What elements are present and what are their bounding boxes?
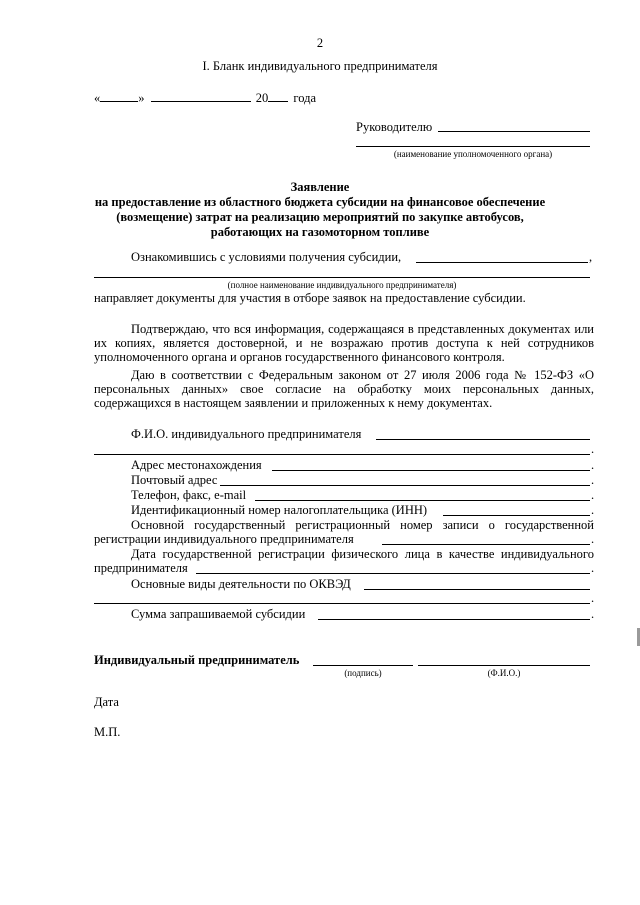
- intro-text: Ознакомившись с условиями получения субсидии,: [131, 250, 402, 264]
- signature-label: Индивидуальный предприниматель: [94, 653, 300, 667]
- field-postal-label: Почтовый адрес: [131, 473, 218, 487]
- year-suffix: года: [293, 91, 316, 105]
- field-fio-blank[interactable]: [376, 439, 590, 440]
- field-inn-label: Идентификационный номер налогоплательщика (ИНН): [131, 503, 428, 517]
- field-ogrn-label-2: регистрации индивидуального предпринимателя: [94, 532, 354, 546]
- heading-line-4: работающих на газомоторном топливе: [210, 225, 430, 239]
- year-prefix: 20: [255, 91, 269, 105]
- paragraph-consent: Даю в соответствии с Федеральным законом от 27 июля 2006 года № 152-ФЗ «О персональных данных» свое согласие на обработку моих персональных данных, содержащихся в настоящем заявлении и приложенных к нему документах.: [94, 368, 594, 410]
- period: .: [591, 561, 595, 575]
- date-line: [94, 91, 316, 105]
- addressee-label: Руководителю: [356, 120, 433, 134]
- heading-line-3: (возмещение) затрат на реализацию мероприятий по закупке автобусов,: [116, 210, 524, 224]
- intro-blank: [416, 262, 588, 263]
- period: .: [591, 488, 595, 502]
- stamp-label: М.П.: [94, 725, 121, 739]
- signature-fio-hint: (Ф.И.О.): [487, 668, 521, 678]
- period: .: [591, 442, 595, 456]
- period: .: [591, 607, 595, 621]
- heading-title: Заявление: [290, 180, 350, 194]
- field-ogrn-blank[interactable]: [382, 544, 590, 545]
- addressee-blank-2: [356, 146, 590, 147]
- period: .: [591, 473, 595, 487]
- intro-comma: ,: [589, 250, 593, 264]
- applicant-name-blank: [94, 277, 590, 278]
- field-okved-blank[interactable]: [364, 589, 590, 590]
- applicant-name-hint: (полное наименование индивидуального предпринимателя): [227, 280, 457, 290]
- period: .: [591, 532, 595, 546]
- period: .: [591, 591, 595, 605]
- day-blank: [100, 91, 138, 102]
- month-blank: [151, 91, 251, 102]
- field-okved-label: Основные виды деятельности по ОКВЭД: [131, 577, 351, 591]
- period: .: [591, 503, 595, 517]
- intro-continuation: направляет документы для участия в отборе заявок на предоставление субсидии.: [94, 291, 526, 305]
- period: .: [591, 458, 595, 472]
- paragraph-confirm: Подтверждаю, что вся информация, содержащаяся в представленных документах или их копиях, является достоверной, и не возражаю против доступа к ней сотрудников уполномоченного органа и органов государственного финансового контроля.: [94, 322, 594, 364]
- field-phone-label: Телефон, факс, e-mail: [131, 488, 247, 502]
- field-address-label: Адрес местонахождения: [131, 458, 262, 472]
- field-regdate-label-2: предпринимателя: [94, 561, 188, 575]
- heading-line-2: на предоставление из областного бюджета субсидии на финансовое обеспечение: [94, 195, 546, 209]
- field-amount-label: Сумма запрашиваемой субсидии: [131, 607, 306, 621]
- field-postal-blank[interactable]: [220, 485, 590, 486]
- signature-blank[interactable]: [313, 665, 413, 666]
- field-inn-blank[interactable]: [443, 515, 590, 516]
- form-title: I. Бланк индивидуального предпринимателя: [202, 59, 438, 73]
- field-ogrn-label: Основной государственный регистрационный номер записи о государственной: [131, 518, 594, 532]
- field-regdate-label: Дата государственной регистрации физического лица в качестве индивидуального: [131, 547, 594, 561]
- field-okved-blank-2[interactable]: [94, 603, 590, 604]
- close-quote: »: [138, 91, 145, 105]
- field-fio-label: Ф.И.О. индивидуального предпринимателя: [131, 427, 362, 441]
- year-blank: [268, 91, 288, 102]
- signature-fio-blank[interactable]: [418, 665, 590, 666]
- addressee-hint: (наименование уполномоченного органа): [393, 149, 553, 159]
- field-address-blank[interactable]: [272, 470, 590, 471]
- addressee-blank: [438, 131, 590, 132]
- signature-hint: (подпись): [344, 668, 382, 678]
- date-label: Дата: [94, 695, 119, 709]
- field-fio-blank-2[interactable]: [94, 454, 590, 455]
- field-amount-blank[interactable]: [318, 619, 590, 620]
- field-regdate-blank[interactable]: [196, 573, 590, 574]
- page-number: 2: [316, 36, 324, 50]
- open-quote: «: [94, 91, 101, 105]
- field-phone-blank[interactable]: [255, 500, 590, 501]
